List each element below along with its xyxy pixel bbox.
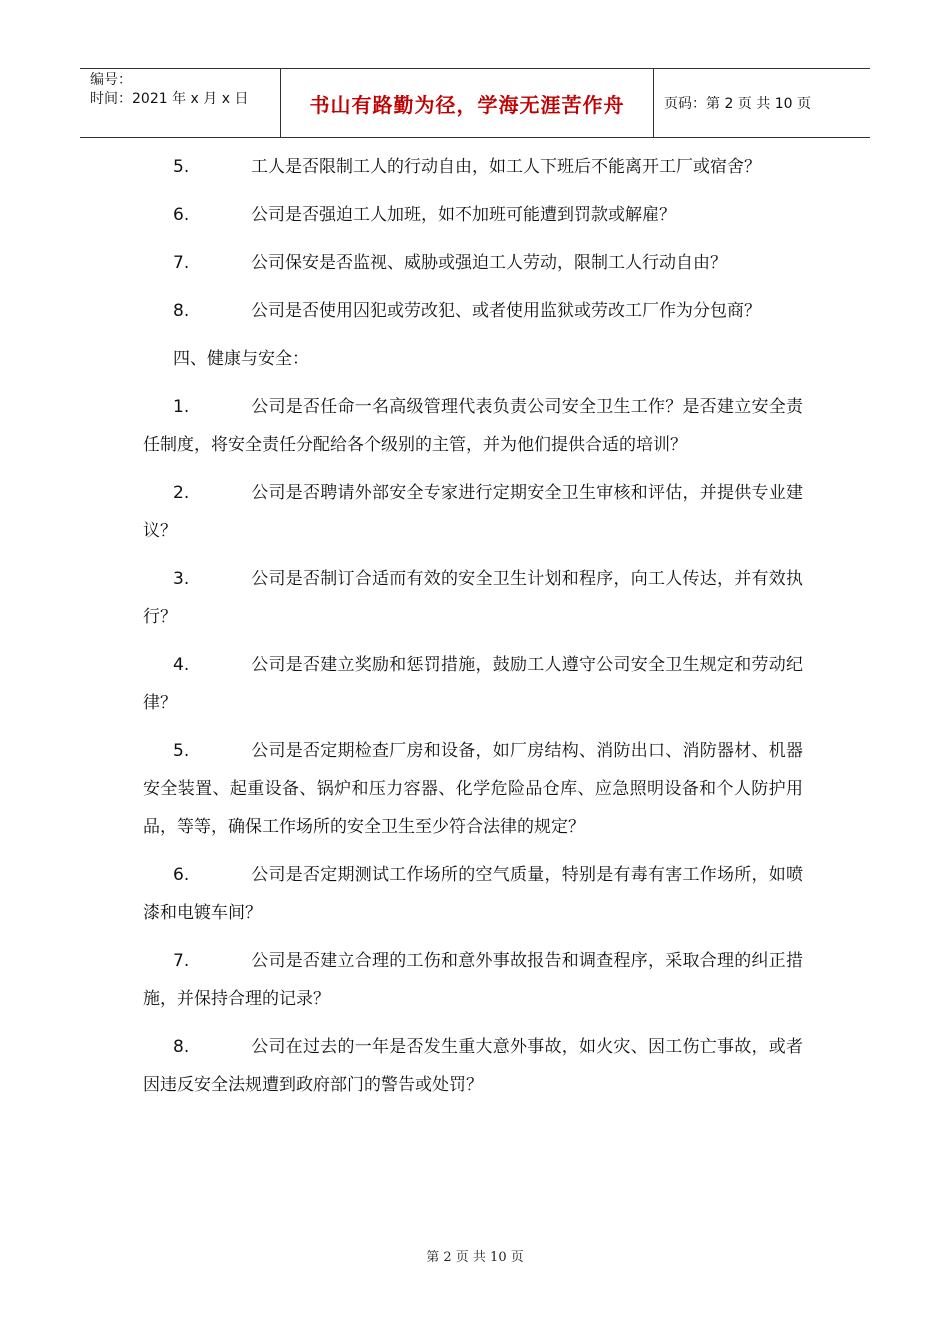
question-item: [143, 148, 803, 186]
question-text: 公司是否聘请外部安全专家进行定期安全卫生审核和评估，并提供专业建议？: [143, 483, 803, 541]
question-list-part1: [143, 148, 803, 330]
question-item: [143, 646, 803, 722]
question-number: 8.: [173, 1037, 190, 1057]
question-item: [143, 292, 803, 330]
question-item: [143, 474, 803, 550]
section-title: 四、健康与安全：: [173, 349, 309, 369]
header-page-number: 页码：第 2 页 共 10 页: [664, 96, 811, 112]
question-number: 7.: [173, 951, 190, 971]
document-body: [143, 148, 803, 1114]
question-text: 公司是否强迫工人加班，如不加班可能遭到罚款或解雇？: [251, 205, 676, 225]
question-list-part2: [143, 388, 803, 1104]
document-header: [80, 68, 870, 138]
question-text: 公司是否定期测试工作场所的空气质量，特别是有毒有害工作场所，如喷漆和电镀车间？: [143, 865, 803, 923]
question-item: [143, 388, 803, 464]
question-text: 公司是否建立合理的工伤和意外事故报告和调查程序，采取合理的纠正措施，并保持合理的记录？: [143, 951, 803, 1009]
header-motto: 书山有路勤为径，学海无涯苦作舟: [281, 69, 654, 137]
page-footer: 第 2 页 共 10 页: [426, 1250, 524, 1265]
document-date: 时间：2021 年 x 月 x 日: [90, 91, 249, 107]
question-text: 公司是否建立奖励和惩罚措施，鼓励工人遵守公司安全卫生规定和劳动纪律？: [143, 655, 803, 713]
question-item: [143, 560, 803, 636]
question-number: 5.: [173, 741, 190, 761]
question-text: 公司是否制订合适而有效的安全卫生计划和程序，向工人传达，并有效执行？: [143, 569, 803, 627]
question-item: [143, 856, 803, 932]
question-item: [143, 196, 803, 234]
question-item: [143, 942, 803, 1018]
header-meta: [80, 69, 281, 137]
document-number-label: 编号：: [90, 72, 132, 88]
question-number: 8.: [173, 301, 190, 321]
question-number: 6.: [173, 865, 190, 885]
question-text: 公司保安是否监视、威胁或强迫工人劳动，限制工人行动自由？: [251, 253, 727, 273]
question-number: 5.: [173, 157, 190, 177]
question-number: 4.: [173, 655, 190, 675]
question-text: 工人是否限制工人的行动自由，如工人下班后不能离开工厂或宿舍？: [251, 157, 761, 177]
question-item: [143, 1028, 803, 1104]
question-number: 7.: [173, 253, 190, 273]
question-number: 3.: [173, 569, 190, 589]
question-number: 2.: [173, 483, 190, 503]
question-item: [143, 244, 803, 282]
question-number: 1.: [173, 397, 190, 417]
question-item: [143, 732, 803, 846]
question-text: 公司是否使用囚犯或劳改犯、或者使用监狱或劳改工厂作为分包商？: [251, 301, 761, 321]
question-text: 公司在过去的一年是否发生重大意外事故，如火灾、因工伤亡事故，或者因违反安全法规遭到政府部门的警告或处罚？: [143, 1037, 803, 1095]
question-text: 公司是否任命一名高级管理代表负责公司安全卫生工作？是否建立安全责任制度，将安全责任分配给各个级别的主管，并为他们提供合适的培训？: [143, 397, 803, 455]
question-number: 6.: [173, 205, 190, 225]
question-text: 公司是否定期检查厂房和设备，如厂房结构、消防出口、消防器材、机器安全装置、起重设备、锅炉和压力容器、化学危险品仓库、应急照明设备和个人防护用品，等等，确保工作场所的安全卫生至少符合法律的规定？: [143, 741, 803, 837]
